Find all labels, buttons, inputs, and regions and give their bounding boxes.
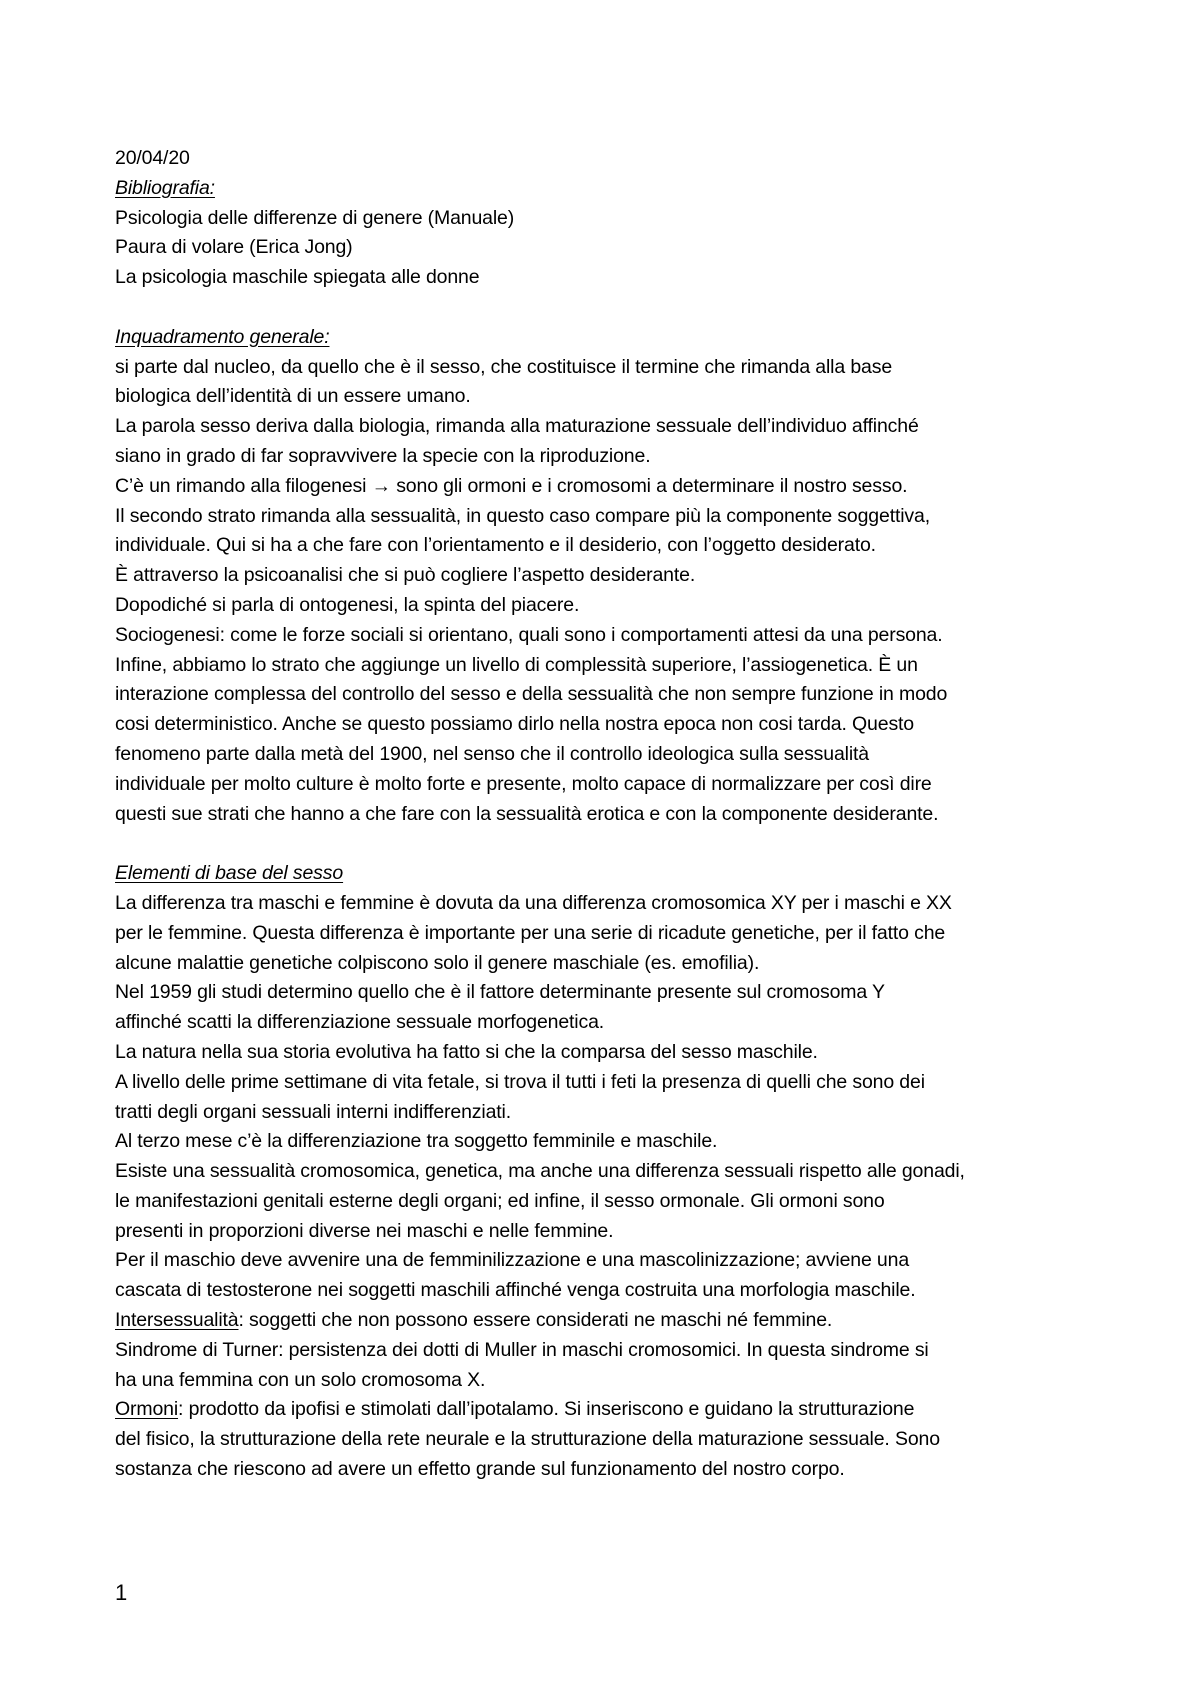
basics-text-line: La differenza tra maschi e femmine è dovuta da una differenza cromosomica XY per i maschi e XX [115, 891, 952, 914]
framework-text-line: Sociogenesi: come le forze sociali si orientano, quali sono i comportamenti attesi da una persona. [115, 623, 943, 646]
document-body [115, 144, 1095, 1485]
bibliography-item: Psicologia delle differenze di genere (Manuale) [115, 206, 515, 229]
framework-text-line: La parola sesso deriva dalla biologia, rimanda alla maturazione sessuale dell’individuo affinché [115, 415, 919, 438]
basics-text-line: le manifestazioni genitali esterne degli organi; ed infine, il sesso ormonale. Gli ormoni sono [115, 1189, 885, 1212]
framework-text-line: individuale per molto culture è molto forte e presente, molto capace di normalizzare per così dire [115, 772, 932, 795]
basics-text-line: La natura nella sua storia evolutiva ha fatto si che la comparsa del sesso maschile. [115, 1040, 818, 1063]
hormones-definition [115, 1395, 1095, 1425]
page-number: 1 [115, 1580, 128, 1605]
turner-text-line: Sindrome di Turner: persistenza dei dotti di Muller in maschi cromosomici. In questa sindrome si [115, 1338, 929, 1361]
framework-text-line: biologica dell’identità di un essere umano. [115, 385, 471, 408]
hormones-text: : prodotto da ipofisi e stimolati dall’ipotalamo. Si inseriscono e guidano la strutturazione [178, 1398, 915, 1421]
bibliography-heading-line [115, 174, 1095, 204]
intersex-definition [115, 1306, 1095, 1336]
hormones-text-line: sostanza che riescono ad avere un effetto grande sul funzionamento del nostro corpo. [115, 1458, 845, 1481]
framework-heading: Inquadramento generale: [115, 325, 330, 348]
paragraph-spacer [115, 829, 1095, 859]
bibliography-item: La psicologia maschile spiegata alle donne [115, 266, 480, 289]
intersex-term: Intersessualità [115, 1309, 239, 1332]
framework-text-line: siano in grado di far sopravvivere la specie con la riproduzione. [115, 444, 651, 467]
basics-text-line: Esiste una sessualità cromosomica, genetica, ma anche una differenza sessuali rispetto alle gonadi, [115, 1160, 965, 1183]
basics-text-line: per le femmine. Questa differenza è importante per una serie di ricadute genetiche, per il fatto che [115, 921, 946, 944]
basics-text-line: alcune malattie genetiche colpiscono solo il genere maschiale (es. emofilia). [115, 951, 760, 974]
turner-text-line: ha una femmina con un solo cromosoma X. [115, 1368, 486, 1391]
basics-text-line: tratti degli organi sessuali interni indifferenziati. [115, 1100, 511, 1123]
framework-text-line: questi sue strati che hanno a che fare con la sessualità erotica e con la componente desiderante. [115, 802, 939, 825]
basics-text-line: Per il maschio deve avvenire una de femminilizzazione e una mascolinizzazione; avviene una [115, 1249, 910, 1272]
intersex-text: : soggetti che non possono essere considerati ne maschi né femmine. [238, 1309, 833, 1332]
basics-text-line: cascata di testosterone nei soggetti maschili affinché venga costruita una morfologia maschile. [115, 1279, 916, 1302]
basics-text-line: presenti in proporzioni diverse nei maschi e nelle femmine. [115, 1219, 614, 1242]
framework-text-line: C’è un rimando alla filogenesi → sono gli ormoni e i cromosomi a determinare il nostro sesso. [115, 474, 908, 497]
basics-text-line: affinché scatti la differenziazione sessuale morfogenetica. [115, 1011, 605, 1034]
hormones-text-line: del fisico, la strutturazione della rete neurale e la strutturazione della maturazione sessuale. Sono [115, 1428, 940, 1451]
framework-text-line: si parte dal nucleo, da quello che è il sesso, che costituisce il termine che rimanda alla base [115, 355, 893, 378]
basics-heading: Elementi di base del sesso [115, 862, 344, 885]
basics-text-line: A livello delle prime settimane di vita fetale, si trova il tutti i feti la presenza di quelli che sono dei [115, 1070, 925, 1093]
bibliography-heading: Bibliografia: [115, 176, 215, 199]
framework-text-line: È attraverso la psicoanalisi che si può cogliere l’aspetto desiderante. [115, 564, 696, 587]
framework-heading-line [115, 323, 1095, 353]
framework-text-line: cosi deterministico. Anche se questo possiamo dirlo nella nostra epoca non cosi tarda. Questo [115, 713, 915, 736]
basics-heading-line [115, 859, 1095, 889]
basics-text-line: Nel 1959 gli studi determino quello che è il fattore determinante presente sul cromosoma Y [115, 981, 885, 1004]
bibliography-item: Paura di volare (Erica Jong) [115, 236, 353, 259]
framework-text-line: Dopodiché si parla di ontogenesi, la spinta del piacere. [115, 593, 580, 616]
framework-text-line: individuale. Qui si ha a che fare con l’orientamento e il desiderio, con l’oggetto desiderato. [115, 534, 876, 557]
framework-text-line: fenomeno parte dalla metà del 1900, nel senso che il controllo ideologica sulla sessualità [115, 742, 869, 765]
date: 20/04/20 [115, 147, 190, 169]
hormones-term: Ormoni [115, 1398, 179, 1421]
basics-text-line: Al terzo mese c’è la differenziazione tra soggetto femminile e maschile. [115, 1130, 718, 1153]
framework-text-line: Il secondo strato rimanda alla sessualità, in questo caso compare più la componente soggettiva, [115, 504, 930, 527]
framework-text-line: Infine, abbiamo lo strato che aggiunge un livello di complessità superiore, l’assiogenetica. È un [115, 653, 918, 676]
paragraph-spacer [115, 293, 1095, 323]
framework-text-line: interazione complessa del controllo del sesso e della sessualità che non sempre funzione in modo [115, 683, 948, 706]
